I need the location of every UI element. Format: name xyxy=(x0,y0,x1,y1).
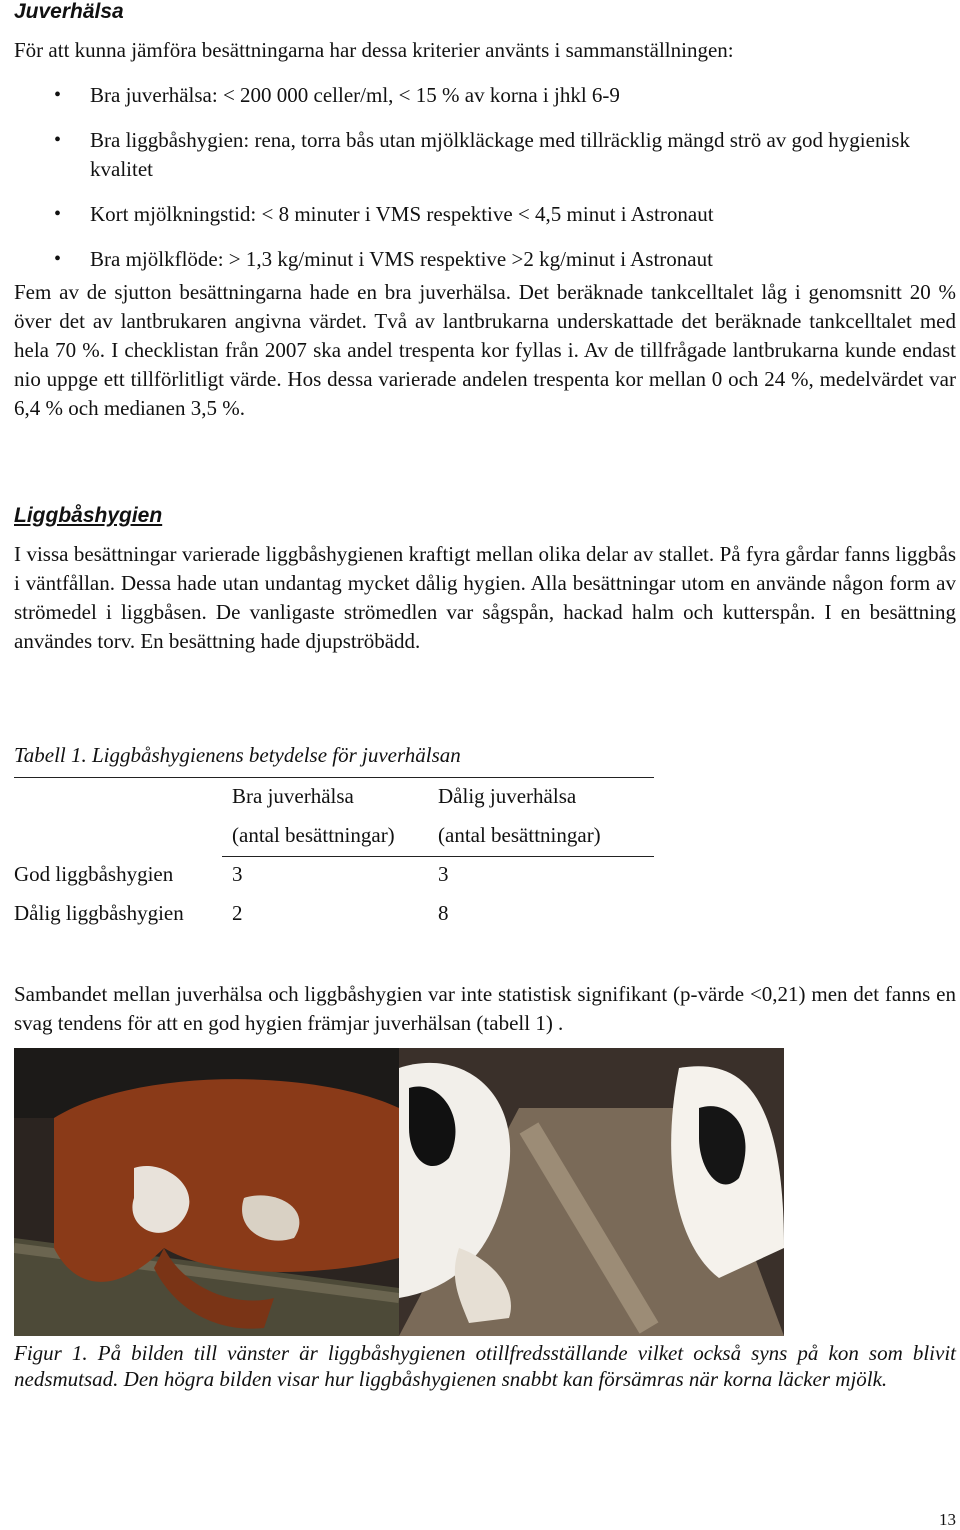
table-row xyxy=(14,855,658,894)
table-caption: Tabell 1. Liggbåshygienens betydelse för juverhälsan xyxy=(14,743,461,767)
table-header-row xyxy=(14,777,658,816)
row-label: Dålig liggbåshygien xyxy=(14,901,184,925)
hygiene-table xyxy=(14,777,658,933)
criterion-text: Kort mjölkningstid: < 8 minuter i VMS respektive < 4,5 minut i Astronaut xyxy=(90,202,714,226)
figure-photos xyxy=(14,1048,784,1336)
column-header: Dålig juverhälsa xyxy=(438,784,577,808)
figure-caption: Figur 1. På bilden till vänster är liggbåshygienen otillfredsställande vilket också syns på kon som blivit nedsmutsad. Den högra bilden visar hur liggbåshygienen snabbt kan försämras när korna läcker mjölk. xyxy=(14,1341,956,1391)
bullet-icon: • xyxy=(54,203,62,225)
list-item xyxy=(14,245,954,274)
conclusion-paragraph: Sambandet mellan juverhälsa och liggbåshygien var inte statistisk signifikant (p-värde <0,21) men det fanns en svag tendens för att en god hygien främjar juverhälsan (tabell 1) . xyxy=(14,982,956,1035)
criteria-list xyxy=(14,81,954,290)
criteria-intro: För att kunna jämföra besättningarna har dessa kriterier använts i sammanställningen: xyxy=(14,38,734,62)
row-label: God liggbåshygien xyxy=(14,862,174,886)
page-number: 13 xyxy=(939,1510,956,1529)
table-cell: 2 xyxy=(232,901,243,925)
section-heading-juverhalsa: Juverhälsa xyxy=(14,0,124,23)
table-row xyxy=(14,894,658,933)
table-cell: 3 xyxy=(232,862,243,886)
column-header-sub: (antal besättningar) xyxy=(232,823,395,847)
table-header-row xyxy=(14,816,658,855)
column-header-sub: (antal besättningar) xyxy=(438,823,601,847)
section-heading-liggbashygien: Liggbåshygien xyxy=(14,504,163,527)
bullet-icon: • xyxy=(54,248,62,270)
photo-right-cows xyxy=(399,1048,784,1336)
bullet-icon: • xyxy=(54,129,62,151)
column-header: Bra juverhälsa xyxy=(232,784,354,808)
table-cell: 3 xyxy=(438,862,449,886)
criterion-text: Bra juverhälsa: < 200 000 celler/ml, < 15 % av korna i jhkl 6-9 xyxy=(90,83,620,107)
criterion-text: Bra liggbåshygien: rena, torra bås utan mjölkläckage med tillräcklig mängd strö av god hygienisk kvalitet xyxy=(90,128,910,181)
table-cell: 8 xyxy=(438,901,449,925)
list-item xyxy=(14,200,954,229)
list-item xyxy=(14,81,954,110)
bullet-icon: • xyxy=(54,84,62,106)
list-item xyxy=(14,126,954,184)
liggbashygien-paragraph: I vissa besättningar varierade liggbåshygienen kraftigt mellan olika delar av stallet. På fyra gårdar fanns liggbås i väntfållan. Dessa hade utan undantag mycket dålig hygien. Alla besättningar utom en använde någon form av strömedel i liggbåsen. De vanligaste strömedlen var sågspån, hackad halm och kutterspån. I en besättning användes torv. En besättning hade djupströbädd. xyxy=(14,542,956,653)
juverhalsa-paragraph: Fem av de sjutton besättningarna hade en bra juverhälsa. Det beräknade tankcelltalet låg i genomsnitt 20 % över det av lantbrukaren angivna värdet. Två av lantbrukarna underskattade det beräknade tankcelltalet med hela 70 %. I checklistan från 2007 ska andel trespenta kor fyllas i. Av de tillfrågade lantbrukarna kunde endast nio uppge ett tillförlitligt värde. Hos dessa varierade andelen trespenta kor mellan 0 och 24 %, medelvärdet var 6,4 % och medianen 3,5 %. xyxy=(14,280,956,420)
photo-left-cow xyxy=(14,1048,399,1336)
criterion-text: Bra mjölkflöde: > 1,3 kg/minut i VMS respektive >2 kg/minut i Astronaut xyxy=(90,247,713,271)
